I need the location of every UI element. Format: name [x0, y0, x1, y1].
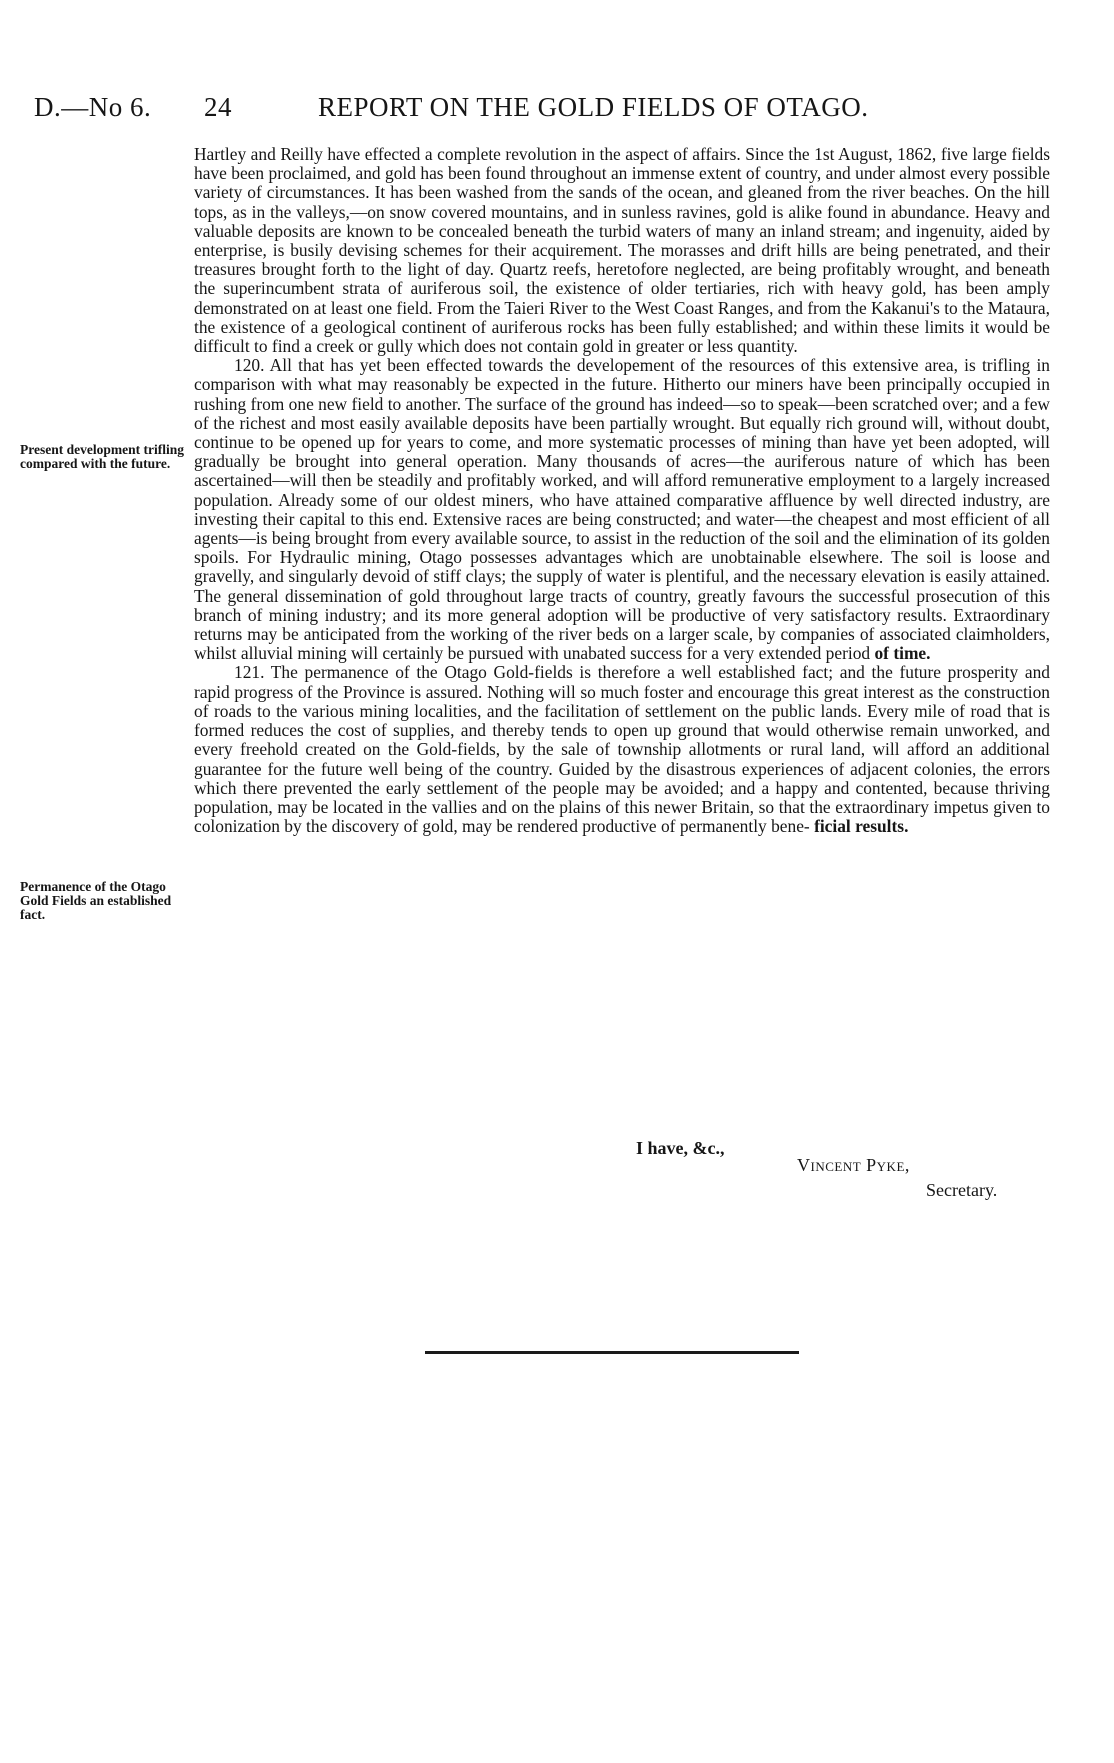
paragraph-text: Hartley and Reilly have effected a complete revolution in the aspect of affairs. Since the 1st August, 1862, five large fields have been proclaimed, and gold has been found throughout an immense extent of country, and under almost every possible variety of circumstances. It has been washed from the sands of the ocean, and gleaned from the river beaches. On the hill tops, as in the valleys,—on snow covered mountains, and in sunless ravines, gold is alike found in abundance. Heavy and valuable deposits are known to be concealed beneath the turbid waters of many an inland stream; and ingenuity, aided by enterprise, is busily devising schemes for their acquirement. The morasses and drift hills are being penetrated, and their treasures brought forth to the light of day. Quartz reefs, heretofore neglected, are being profitably wrought, and beneath the superincumbent strata of auriferous soil, the existence of older tertiaries, rich with heavy gold, has been amply demonstrated on at least one field. From the Taieri River to the West Coast Ranges, and from the Kakanui's to the Mataura, the existence of a geological continent of auriferous rocks has been fully established; and within these limits it would be difficult to find a creek or gully which does not contain gold in greater or less quantity. [194, 144, 1050, 357]
closing-phrase: I have, &c., [636, 1138, 725, 1158]
paragraph-tail: ficial results. [814, 816, 909, 837]
page-header [34, 92, 1074, 132]
margin-note-permanence: Permanence of the Otago Gold Fields an established fact. [20, 879, 172, 922]
page-number: 24 [204, 92, 232, 122]
body-text [194, 145, 1050, 836]
margin-note-development: Present development trifling compared with the future. [20, 442, 184, 471]
paragraph-121 [194, 663, 1050, 836]
signatory-name: Vincent Pyke, [797, 1155, 910, 1175]
paragraph-tail: of time. [874, 643, 931, 664]
paragraph-continued [194, 145, 1050, 356]
paragraph-text: 120. All that has yet been effected towards the developement of the resources of this extensive area, is trifling in comparison with what may reasonably be expected in the future. Hitherto our miners have been principally occupied in rushing from one new field to another. The surface of the ground has indeed—so to speak—been scratched over; and a few of the richest and most easily available deposits have been partially wrought. But equally rich ground will, without doubt, continue to be opened up for years to come, and more systematic processes of mining than have yet been adopted, will gradually be brought into general operation. Many thousands of acres—the auriferous nature of which has been ascertained—will then be steadily and profitably worked, and will afford remunerative employment to a largely increased population. Already some of our oldest miners, who have attained comparative affluence by well directed industry, are investing their capital to this end. Extensive races are being constructed; and water—the cheapest and most efficient of all agents—is being brought from every available source, to assist in the reduction of the soil and the elimination of its golden spoils. For Hydraulic mining, Otago possesses advantages which are unobtainable elsewhere. The soil is loose and gravelly, and singularly devoid of stiff clays; the supply of water is plentiful, and the necessary elevation is easily attained. The general dissemination of gold throughout large tracts of country, greatly favours the successful prosecution of this branch of mining industry; and its more general adoption will be productive of very satisfactory results. Extraordinary returns may be anticipated from the working of the river beds on a larger scale, by companies of associated claimholders, whilst alluvial mining will certainly be pursued with unabated success for a very extended period [194, 355, 1050, 664]
document-reference: D.—No 6. [34, 92, 152, 122]
end-rule [425, 1351, 799, 1354]
paragraph-text: 121. The permanence of the Otago Gold-fields is therefore a well established fact; and the future prosperity and rapid progress of the Province is assured. Nothing will so much foster and encourage this great interest as the construction of roads to the various mining localities, and the facilitation of settlement on the public lands. Every mile of road that is formed reduces the cost of supplies, and thereby tends to open up ground that would otherwise remain unworked, and every freehold created on the Gold-fields, by the sale of township allotments or rural land, will afford an additional guarantee for the future well being of the country. Guided by the disastrous experiences of adjacent colonies, the errors which there prevented the early settlement of the people may be avoided; and a happy and contented, because thriving population, may be located in the vallies and on the plains of this newer Britain, so that the extraordinary impetus given to colonization by the discovery of gold, may be rendered productive of permanently bene- [194, 662, 1050, 837]
report-title: REPORT ON THE GOLD FIELDS OF OTAGO. [318, 92, 869, 122]
paragraph-120 [194, 356, 1050, 663]
signatory-title: Secretary. [926, 1180, 998, 1200]
